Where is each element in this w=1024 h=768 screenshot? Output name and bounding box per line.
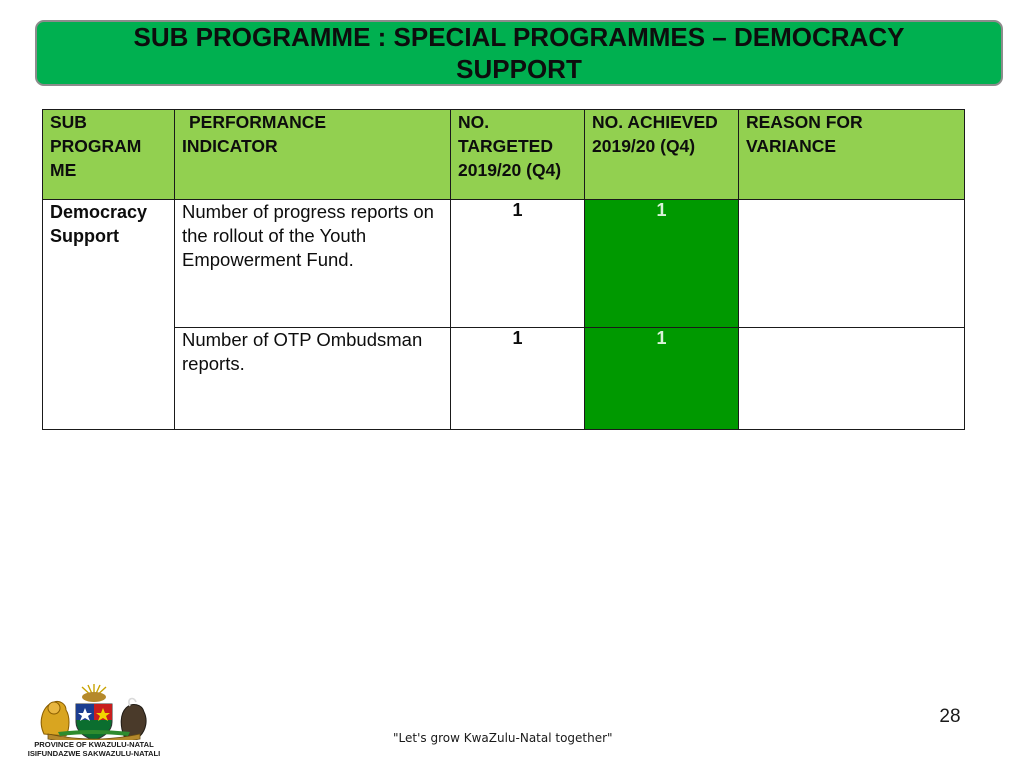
header-performance-indicator-line2: INDICATOR — [182, 136, 278, 156]
logo-caption-line2: ISIFUNDAZWE SAKWAZULU-NATALI — [27, 749, 161, 758]
header-performance-indicator-line1: PERFORMANCE — [189, 112, 327, 132]
title-banner — [35, 20, 1003, 86]
table-header-row — [43, 110, 965, 200]
achieved-cell: 1 — [585, 328, 739, 430]
page-number: 28 — [939, 706, 961, 727]
targeted-cell: 1 — [451, 328, 585, 430]
indicator-cell: Number of progress reports on the rollout of the Youth Empowerment Fund. — [175, 200, 451, 328]
slide-title: SUB PROGRAMME : SPECIAL PROGRAMMES – DEMOCRACY SUPPORT — [133, 22, 905, 84]
header-no-achieved: NO. ACHIEVED 2019/20 (Q4) — [585, 110, 739, 200]
header-performance-indicator — [175, 110, 451, 200]
provincial-coat-of-arms-logo — [8, 684, 170, 766]
header-no-targeted: NO. TARGETED 2019/20 (Q4) — [451, 110, 585, 200]
header-sub-programme: SUB PROGRAM ME — [43, 110, 175, 200]
coat-of-arms-icon — [8, 684, 180, 740]
achieved-cell: 1 — [585, 200, 739, 328]
logo-caption-line1: PROVINCE OF KWAZULU-NATAL — [34, 740, 154, 749]
table-row — [43, 328, 965, 430]
variance-cell — [739, 200, 965, 328]
header-reason-for-variance: REASON FOR VARIANCE — [739, 110, 965, 200]
variance-cell — [739, 328, 965, 430]
targeted-cell: 1 — [451, 200, 585, 328]
indicator-cell: Number of OTP Ombudsman reports. — [175, 328, 451, 430]
footer-motto: "Let's grow KwaZulu-Natal together" — [393, 731, 613, 745]
performance-table — [42, 109, 965, 430]
sub-programme-cell: Democracy Support — [43, 200, 175, 430]
table-row — [43, 200, 965, 328]
